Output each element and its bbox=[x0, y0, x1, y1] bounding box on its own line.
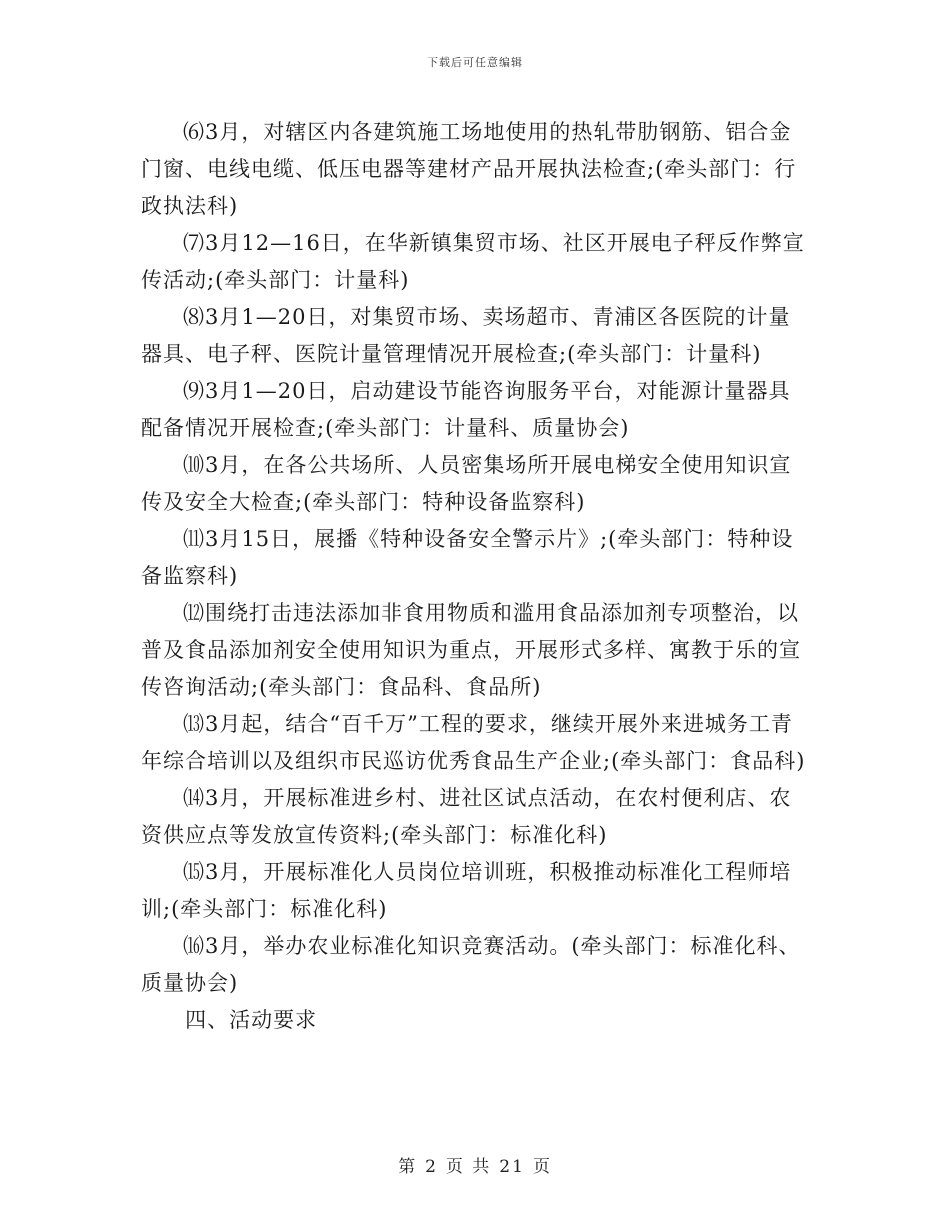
list-item: ⑼3月1—20日，启动建设节能咨询服务平台，对能源计量器具配备情况开展检查;(牵头部门：计量科、质量协会) bbox=[141, 379, 791, 440]
list-item: ⒃3月，举办农业标准化知识竞赛活动。(牵头部门：标准化科、质量协会) bbox=[141, 934, 801, 995]
section-heading: 四、活动要求 bbox=[185, 1008, 318, 1032]
list-item: ⑽3月，在各公共场所、人员密集场所开展电梯安全使用知识宣传及安全大检查;(牵头部门：特种设备监察科) bbox=[141, 453, 792, 514]
list-item: ⒂3月，开展标准化人员岗位培训班，积极推动标准化工程师培训;(牵头部门：标准化科) bbox=[141, 860, 792, 921]
list-item: ⒀3月起，结合“百千万”工程的要求，继续开展外来进城务工青年综合培训以及组织市民巡访优秀食品生产企业;(牵头部门：食品科) bbox=[141, 712, 806, 773]
list-item: ⑹3月，对辖区内各建筑施工场地使用的热轧带肋钢筋、铝合金门窗、电线电缆、低压电器等建材产品开展执法检查;(牵头部门：行政执法科) bbox=[141, 120, 797, 218]
header-note: 下载后可任意编辑 bbox=[427, 56, 523, 69]
footer-prefix: 第 bbox=[398, 1157, 418, 1177]
page-number: 2 bbox=[425, 1157, 438, 1177]
list-item: ⑿围绕打击违法添加非食用物质和滥用食品添加剂专项整治，以普及食品添加剂安全使用知识为重点，开展形式多样、寓教于乐的宣传咨询活动;(牵头部门：食品科、食品所) bbox=[141, 601, 801, 699]
list-item: ⑾3月15日，展播《特种设备安全警示片》;(牵头部门：特种设备监察科) bbox=[141, 527, 794, 588]
list-item: ⑻3月1—20日，对集贸市场、卖场超市、青浦区各医院的计量器具、电子秤、医院计量管理情况开展检查;(牵头部门：计量科) bbox=[141, 305, 791, 366]
total-pages: 21 bbox=[499, 1157, 525, 1177]
list-item: ⒁3月，开展标准进乡村、进社区试点活动，在农村便利店、农资供应点等发放宣传资料;(牵头部门：标准化科) bbox=[141, 786, 792, 847]
footer-middle: 页 共 bbox=[445, 1157, 492, 1177]
list-item: ⑺3月12—16日，在华新镇集贸市场、社区开展电子秤反作弊宣传活动;(牵头部门：计量科) bbox=[141, 231, 805, 292]
page-footer bbox=[0, 1152, 950, 1177]
footer-suffix: 页 bbox=[532, 1157, 552, 1177]
document-body bbox=[141, 114, 809, 1039]
